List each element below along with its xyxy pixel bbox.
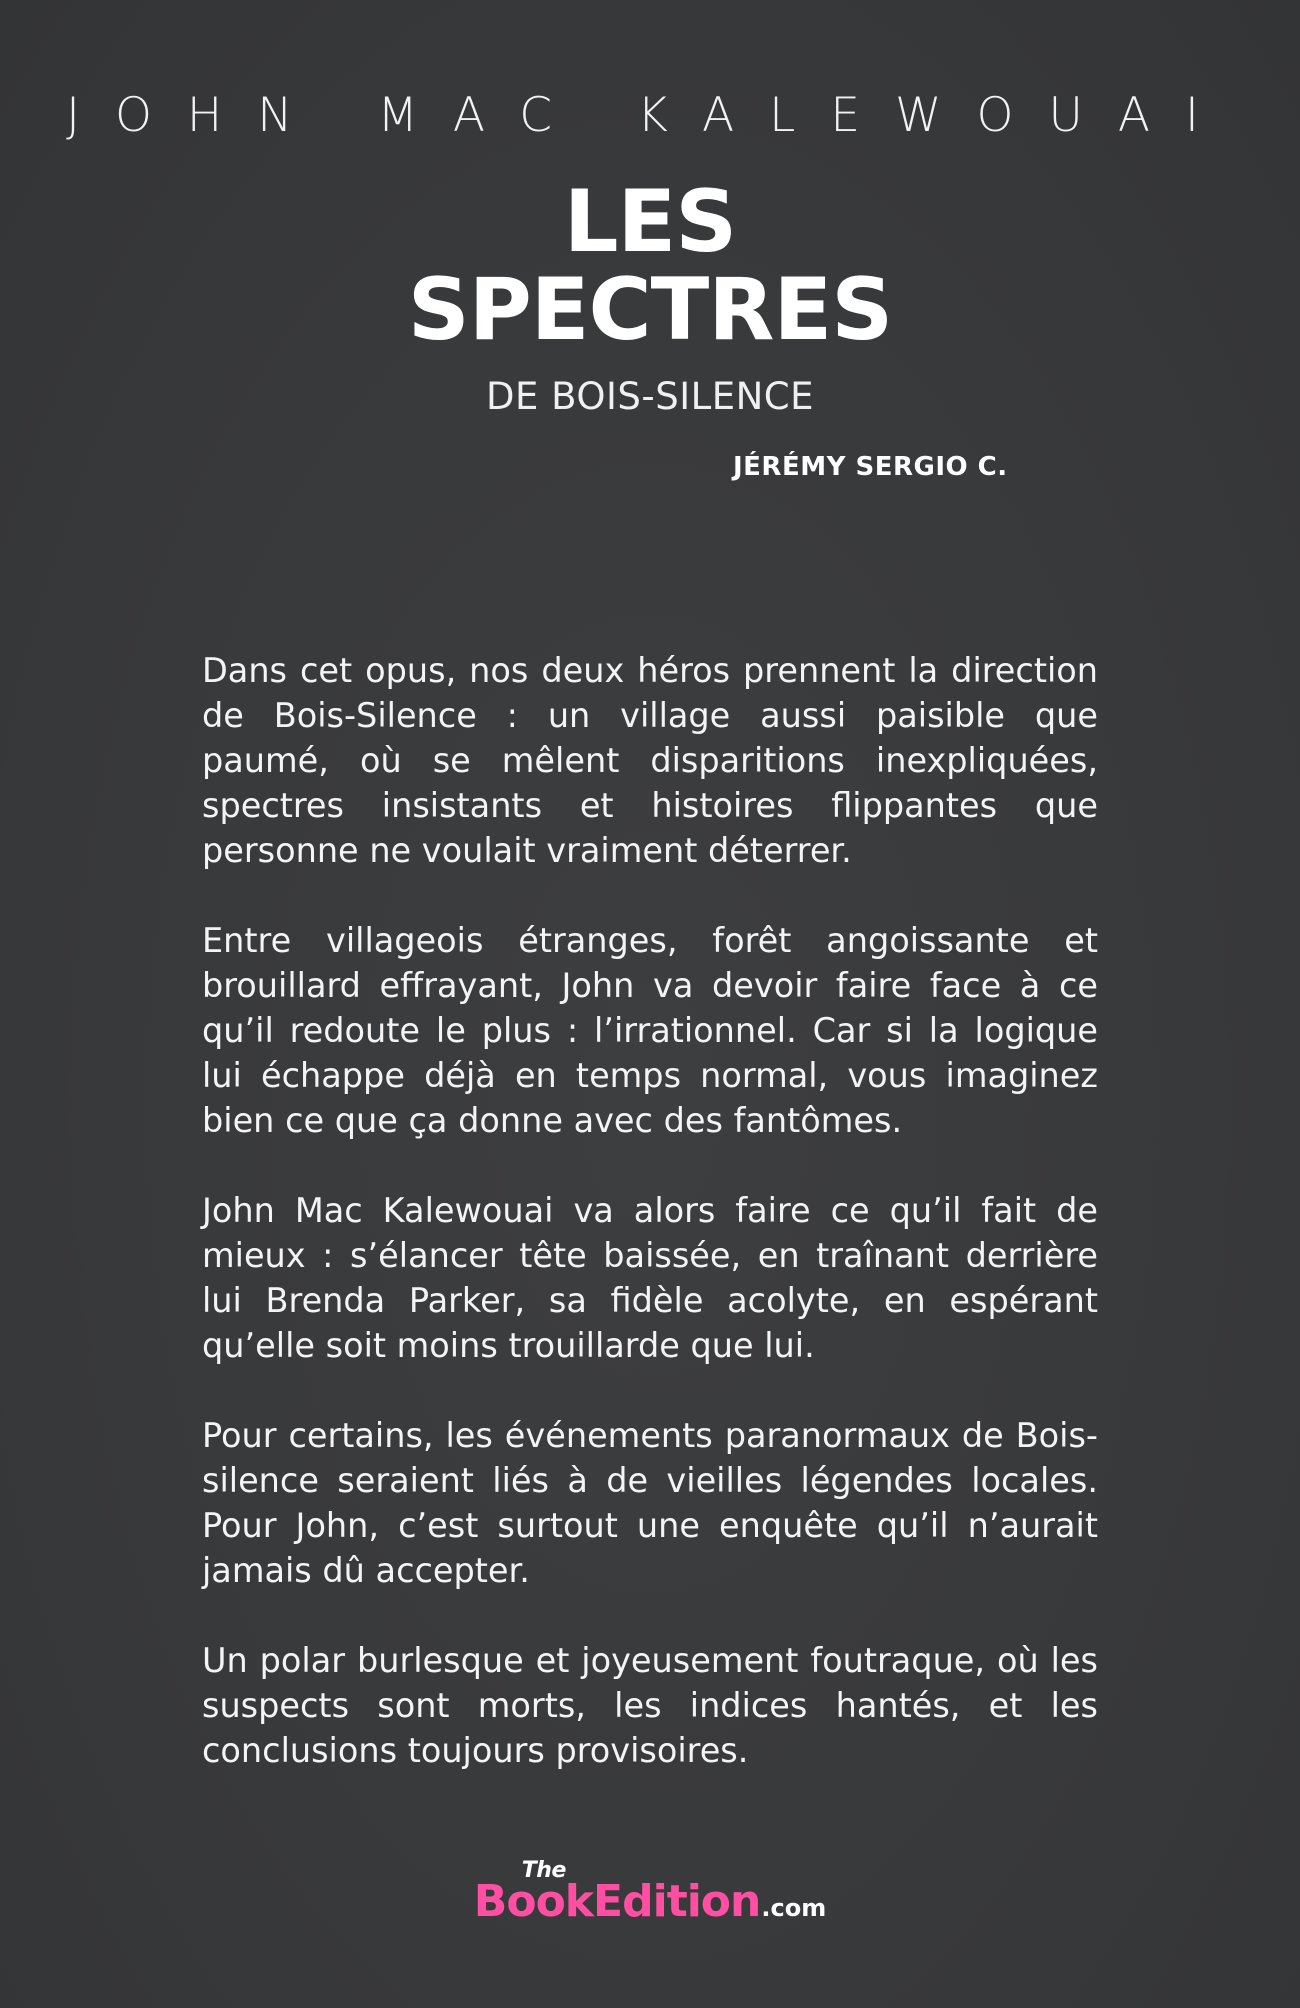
book-subtitle: DE BOIS-SILENCE	[485, 375, 815, 418]
publisher-logo-the: The	[521, 1858, 566, 1883]
blurb-paragraph: Entre villageois étranges, forêt angoissante et brouillard effrayant, John va devoir faire face à ce qu’il redoute le plus : l’irrationnel. Car si la logique lui échappe déjà en temps normal, vous imaginez bien ce que ça donne avec des fantômes.	[202, 921, 1098, 1140]
blurb-paragraph: Pour certains, les événements paranormaux de Bois-silence seraient liés à de vieilles légendes locales. Pour John, c’est surtout une enquête qu’il n’aurait jamais dû accepter.	[202, 1416, 1098, 1590]
title-line-1: LES	[563, 172, 737, 272]
series-name: JOHN MAC KALEWOUAI	[66, 88, 1234, 143]
blurb	[202, 648, 1098, 1818]
book-title	[0, 172, 1300, 360]
author-name: JÉRÉMY SERGIO C.	[733, 452, 1008, 482]
blurb-paragraph: Un polar burlesque et joyeusement foutraque, où les suspects sont morts, les indices hantés, et les conclusions toujours provisoires.	[202, 1641, 1098, 1770]
blurb-paragraph: John Mac Kalewouai va alors faire ce qu’il fait de mieux : s’élancer tête baissée, en traînant derrière lui Brenda Parker, sa fidèle acolyte, en espérant qu’elle soit moins trouillarde que lui.	[202, 1191, 1098, 1365]
publisher-logo-suffix: .com	[761, 1894, 827, 1922]
publisher-logo-brand: BookEdition	[473, 1876, 761, 1927]
publisher-logo	[0, 1858, 1300, 1932]
publisher-logo-wrap	[473, 1858, 827, 1927]
blurb-paragraph: Dans cet opus, nos deux héros prennent la direction de Bois-Silence : un village aussi paisible que paumé, où se mêlent disparitions inexpliquées, spectres insistants et histoires flippantes que personne ne voulait vraiment déterrer.	[202, 651, 1098, 870]
title-line-2: SPECTRES	[407, 260, 893, 360]
